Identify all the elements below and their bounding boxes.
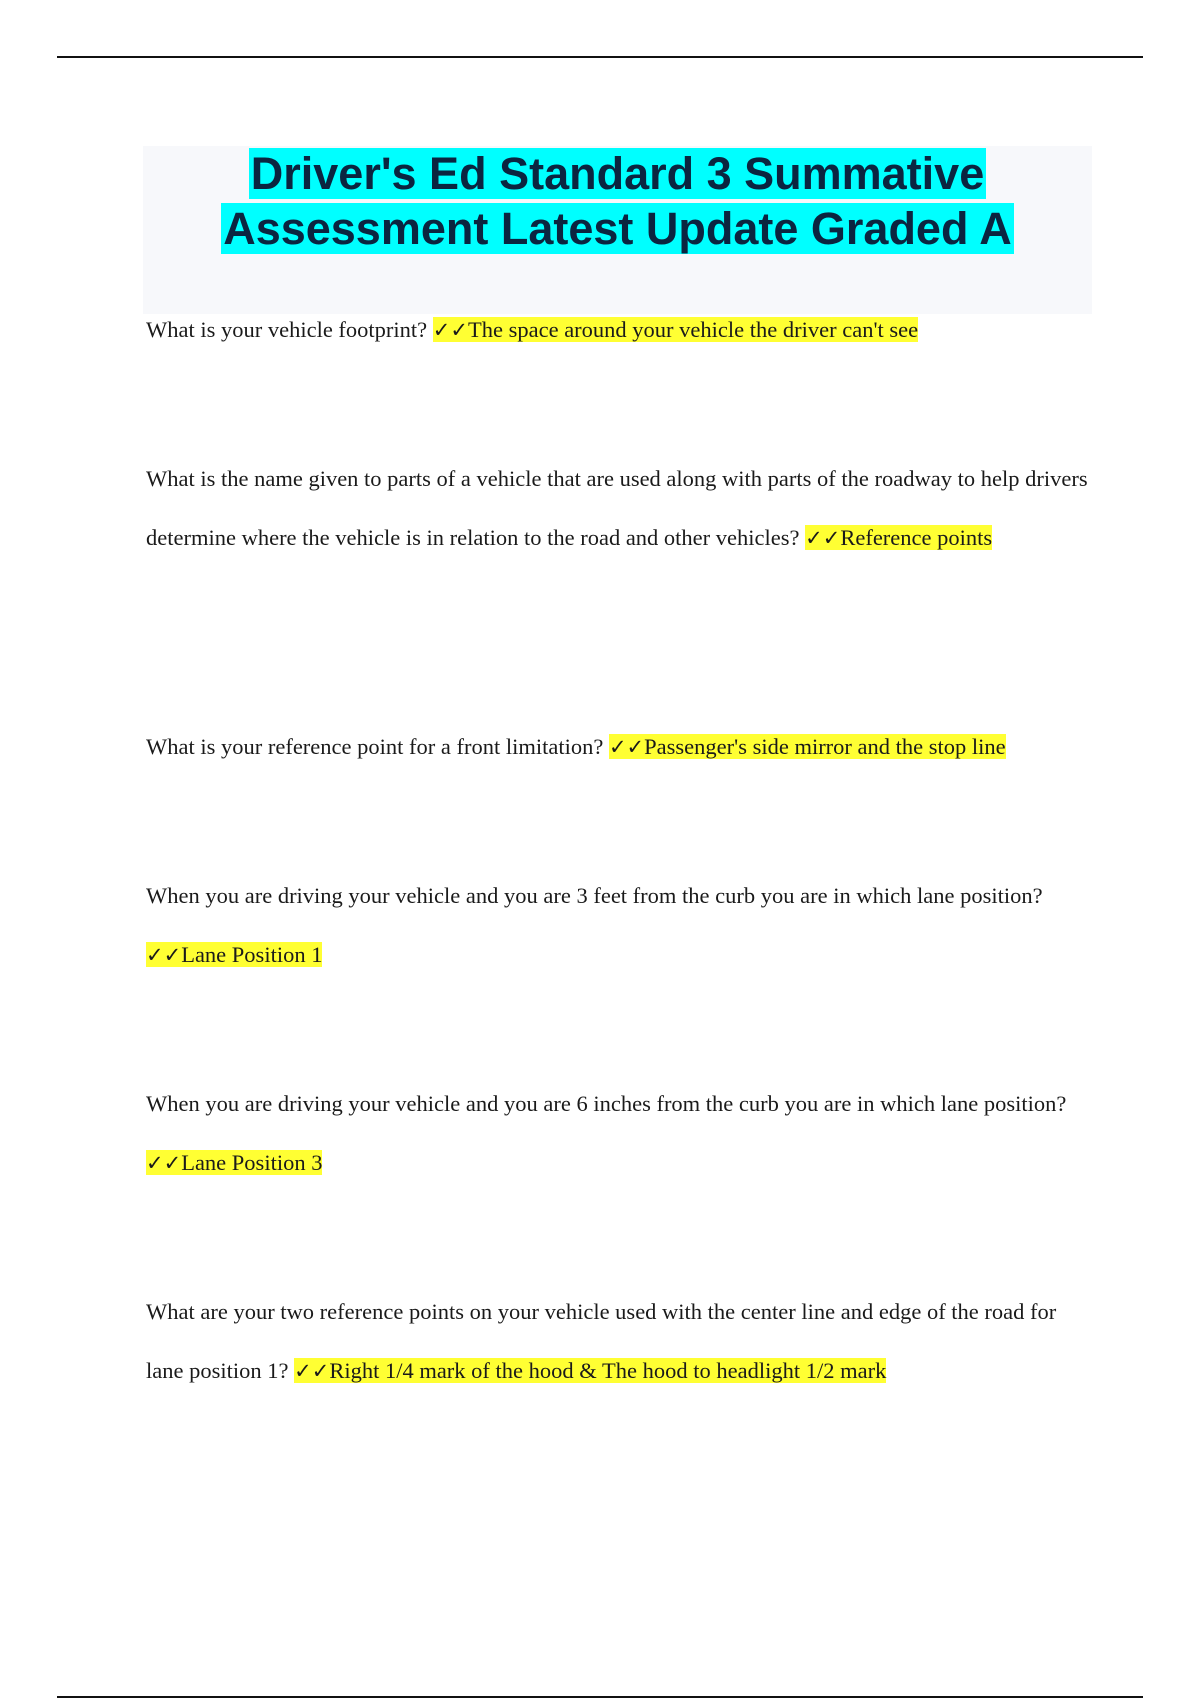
qa-item-3 xyxy=(146,717,1096,777)
double-check-icon: ✓✓ xyxy=(294,1359,330,1383)
double-check-icon: ✓✓ xyxy=(432,318,468,342)
answer-text: The space around your vehicle the driver can't see xyxy=(468,317,919,342)
qa-item-1 xyxy=(146,300,1096,360)
answer-text: Lane Position 1 xyxy=(181,942,323,967)
document-title-line-1: Driver's Ed Standard 3 Summative xyxy=(250,148,985,199)
document-title-line-2: Assessment Latest Update Graded A xyxy=(223,203,1012,254)
question-text: When you are driving your vehicle and you are 6 inches from the curb you are in which lane position? xyxy=(146,1091,1067,1116)
top-divider xyxy=(57,56,1143,58)
double-check-icon: ✓✓ xyxy=(146,943,182,967)
question-text: What is your vehicle footprint? xyxy=(146,317,428,342)
document-title-block xyxy=(143,146,1092,314)
question-text: What are your two reference points on your vehicle used with the center line and edge of the road for lane position 1? xyxy=(146,1299,1057,1383)
qa-item-5 xyxy=(146,1074,1096,1193)
question-text: What is your reference point for a front limitation? xyxy=(146,734,604,759)
answer-text: Passenger's side mirror and the stop line xyxy=(644,734,1006,759)
bottom-divider xyxy=(57,1696,1143,1698)
qa-item-6 xyxy=(146,1282,1096,1401)
qa-item-4 xyxy=(146,866,1096,985)
double-check-icon: ✓✓ xyxy=(805,526,841,550)
qa-item-2 xyxy=(146,449,1096,568)
answer-text: Right 1/4 mark of the hood & The hood to headlight 1/2 mark xyxy=(329,1358,887,1383)
question-text: What is the name given to parts of a vehicle that are used along with parts of the roadway to help drivers determine where the vehicle is in relation to the road and other vehicles? xyxy=(146,466,1088,550)
answer-text: Reference points xyxy=(840,525,993,550)
answer-highlight xyxy=(433,317,918,342)
answer-highlight xyxy=(609,734,1006,759)
question-text: When you are driving your vehicle and you are 3 feet from the curb you are in which lane position? xyxy=(146,883,1043,908)
double-check-icon: ✓✓ xyxy=(146,1151,182,1175)
answer-highlight xyxy=(146,942,322,967)
answer-highlight xyxy=(294,1358,886,1383)
answer-highlight xyxy=(805,525,992,550)
answer-text: Lane Position 3 xyxy=(181,1150,323,1175)
double-check-icon: ✓✓ xyxy=(608,735,645,759)
answer-highlight xyxy=(146,1150,322,1175)
